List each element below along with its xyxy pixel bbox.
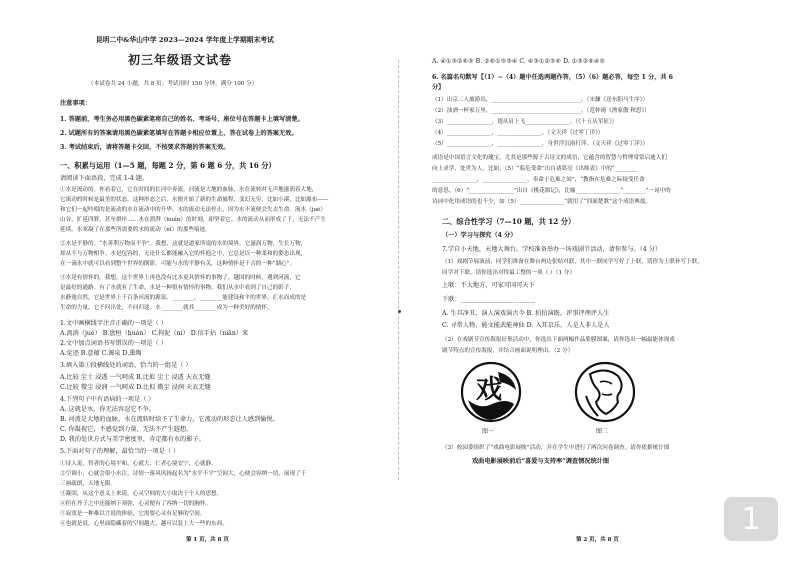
passage-line: 生命的力量，它不问出处，不问归途。水________就其________成为一种美好的情怀。: [60, 305, 273, 311]
question-7-2-cont: 剧节特点的宣传海报，并结合画面说明理由。（2 分）: [442, 348, 574, 354]
question-5-sentence: ②空调小，心就会很小水注，诗情一落风风扬起名为“水平不平”空间大，心便会容纳一切，展现了千: [60, 471, 307, 477]
question-1-options: A.流淌（jué） B.盘桓（huán） C.拘泥（ní） D.信手拈（niān）来: [60, 330, 249, 337]
q6-line: （5）________________，________________，身世浮沉雨打萍。（文天祥《过零丁洋》）: [432, 141, 649, 147]
chart-title: 戏曲电影展映前后“喜爱与支持率”调查情况统计图: [472, 458, 610, 465]
passage-line: ①水是流动的。你看着它，它在时间的长河中奔流。河流是大地的血脉，水在流转时无声地滋润着大地，: [60, 187, 318, 193]
question-3-option: A.比较 尘土 浸透 一气呵成 B.比拟 尘土 浸透 天衣无缝: [60, 374, 211, 381]
question-3-option: C.比较 微尘 浸润 一气呵成 D.比拟 微尘 浸润 天衣无缝: [60, 384, 211, 391]
figure-2-image: [572, 360, 638, 424]
q6-line: 向上求学、处世为人，比如，（5）“临危受命”出自诸葛亮《出师表》中的“________: [432, 166, 638, 172]
page-left: [0, 0, 395, 562]
question-2: 2.文中加点词语书写错误的一项是（ ）: [60, 340, 167, 347]
question-1: 1.文中画横线字注音正确的一项是（ ）: [60, 320, 167, 327]
question-6-cont: 分】: [432, 84, 445, 91]
figure-2-caption: 图二: [596, 428, 609, 435]
page-divider: [398, 60, 400, 480]
question-7-1: （1）戏剧节展演前，同学们准备在舞台两边张贴对联，其中一联同学写好了上联，请你为上联补写下联，: [442, 259, 703, 265]
notice-2: 2. 试题所有的答案请用黑色碳素笔填写在答题卡相应位置上，答在试卷上的答案无效。: [60, 130, 298, 137]
passage-line: 延续。水寒凝了在那些所需要的水的流动（nī）的那些痕迹。: [60, 227, 211, 233]
question-2-options: A.觉迹 B.意蕴 C.源泉 D.熏陶: [60, 350, 142, 357]
question-5-sentence: ③凝固，从这个意义上来说，心灵空间的大小取决于个人的思想。: [60, 491, 223, 497]
q6-line: 成语是中国语言文化的瑰宝，尤其是那些源于古诗文的成语，它蕴含的智慧与哲理常常启迪人们: [432, 155, 667, 161]
passage-line: 山谷，扩延四野，甚至群岸……水在溃湃（huán）的时刻，却坚着它。水的流动从而形成了千，无法不产生: [60, 217, 326, 223]
passage-line: ③水是有情怀的。我想，这个世界上再也没有比水更具情怀的事物了。越国的时候，遇到河流，它: [60, 275, 301, 281]
section-1-heading: 一、积累与运用（1—5 题，每题 2 分，第 6 题 6 分，共 16 分）: [60, 161, 276, 170]
question-4-option: A. 这就是水，你无法容忍它不争。: [60, 406, 156, 413]
couplet-upper: 上联：不大地方，可家可国可天下: [442, 282, 535, 289]
question-5-sentence: ⑥也就是说，心里面隐藏着的空间越大，越可以装上大一些的东西。: [60, 521, 228, 527]
question-5-sentence: 三画疏朗，天地无限。: [60, 481, 116, 487]
q6-line: 诗词中化用成语的也不少，如（5）________________“就用了“四面楚歌”这个成语典故。: [432, 199, 652, 205]
question-6: 6. 名篇名句默写【（1）~（4）题中任选两题作答，（5）（6）题必答，每空 1 分，共 6: [432, 74, 673, 81]
page-number-badge: 1: [724, 497, 778, 541]
q6-line: （2）浊酒一杯家万里，________________________________。（范仲淹《渔家傲·秋思》）: [432, 108, 650, 114]
question-3: 3.填入第①段横线处的词语，恰当的一组是（ ）: [60, 362, 192, 369]
question-4-option: D. 我的处世方式与美学密度里，肯定都有水的影子。: [60, 436, 205, 443]
question-5-sentence: ①诗人说，智者的心境平和，心就大；仁者心境安宁，心就静。: [60, 461, 217, 467]
passage-line: 和它们一起吟唱的是流动的水在流动中的升华。水的流动无法停止，因为水不流便会失去生命。流水（jué）: [60, 207, 326, 213]
question-7-3: （3）校园委组织了“戏曲电影展映”活动，并在学生中进行了两次问卷调查。请你依据统计图: [442, 445, 670, 451]
passage-line: 水静逸自然，它是世界上千百条河流的源泉。________，________能建设和平的世界。汇水而成的是: [60, 295, 307, 301]
question-5-sentence: ⑤寂寞是一种难以言说的体验，它需要心灵有足够的空间。: [60, 511, 206, 517]
question-7-options: C. 寻常人物，能文能武能神仙 D. 入耳京乐，人是人非人是人: [442, 322, 610, 329]
passage-line: 是最好的通路。有了水就有了生命。水是一种很有情怀的事物。我们从水中看到了自己的影子，: [60, 285, 295, 291]
passage-line: 它流动的时候是最美的状态。这种形态之后，水便开始了新的生命旅程，变幻无穷，比如小溪，比如瀑布——: [60, 197, 329, 203]
passage-line: ②水是平静的。“水善利万物而不争”。我想，这就是道家所说的水的境界。它滋润万物，生长万物，: [60, 241, 307, 247]
question-7-options: A. 生旦净丑，演人演戏演古今 B. 拍拍演既，评事评理评人生: [442, 310, 610, 317]
question-4-option: B. 河流是大地的血脉，水在流转时给予了生命力，它流动的形态让人感到愉悦。: [60, 416, 279, 423]
page-footer: 第 1 页，共 8 页: [186, 537, 229, 543]
question-5-answers: A. ④①③②⑥⑤ B. ②⑥①⑤③④ C. ④③①②⑤⑥ D. ①③②⑥④⑤: [432, 58, 606, 65]
q6-line: 的意思。（6）“________________”出自《桃花源记》，比喻________________“________”一词中的: [432, 188, 671, 194]
passage-line: 却从不与万物相争。水是包容的，无论什么都能融入它的怀抱之中，它总是以一种柔和的姿态出现，: [60, 251, 307, 257]
page-title: 初三年级语文试卷: [128, 53, 233, 67]
instruction: 请阅读下面语段，完成 1-4 题。: [60, 175, 149, 182]
figure-1-caption: 图一: [482, 428, 495, 435]
q6-line: （1）出京二人旅游出，________________________________。（宋濂《送东阳马生序》）: [432, 97, 649, 103]
question-4-option: C. 你凝视它，不感觉到力量，无法不产生遐想。: [60, 426, 193, 433]
passage-line: 在一滴水中就可以看到整个世界的倒影，可能与水的平静有关，这种情怀是千古的一种“湖心”。: [60, 261, 296, 267]
notice-3: 3. 考试结束后，请将答题卡交回，不按要求答题的答案无效。: [60, 144, 230, 151]
question-5-sentence: ④但在芥子之中还能纳下须弥，心灵便有了容纳一切的胸怀。: [60, 501, 212, 507]
question-7-2: （2）在戏剧节宣传海报征集活动中，你选出下面两幅作品脸膜图案，请你选出一幅最能体现戏: [442, 337, 675, 343]
question-7: 7.学自小天地，天地大舞台。学校准备举办一场戏剧节活动，请你参与。（4 分）: [442, 246, 662, 253]
binding-dot: [398, 310, 401, 313]
question-5: 5.下面对句子的理解，最恰当的一项是（ ）: [60, 448, 180, 455]
couplet-lower: 下联：________________________: [442, 296, 535, 303]
figure-1-image: [458, 360, 524, 424]
q6-line: （3）________________，翅从肩上飞________________。（《十五从军征》）: [432, 119, 618, 125]
notice-title: 注意事项：: [60, 100, 91, 107]
page-footer: 第 2 页，共 8 页: [576, 537, 619, 543]
question-4: 4.下列句子中有语病的一项是（ ）: [60, 396, 155, 403]
question-7-1-cont: 同学对下联，请你选出对得最工整的一项（ ）（1 分）: [442, 270, 575, 276]
subsection-heading: （一）学习与探究（4 分）: [442, 232, 517, 239]
exam-header: 昆明二中&华山中学 2023—2024 学年度上学期期末考试: [96, 36, 274, 44]
exam-info: （本试卷共 24 小题，共 8 页；考试用时 150 分钟，满分 100 分）: [88, 81, 258, 87]
figure-1-character: 戏: [476, 375, 503, 405]
q6-line: （4）________________，________________。（文天祥《过零丁洋》）: [432, 130, 604, 136]
notice-1: 1. 答题前，考生务必用黑色碳素笔将自己的姓名、考场号、座位号在答题卡上填写清楚。: [60, 116, 304, 123]
q6-line: ________________，________________，奉命于危难之间”，“教指在危难之际接受任命: [432, 177, 645, 183]
section-2-heading: 二、综合性学习（7—10 题，共 12 分）: [442, 217, 576, 226]
page-right: [402, 0, 794, 562]
